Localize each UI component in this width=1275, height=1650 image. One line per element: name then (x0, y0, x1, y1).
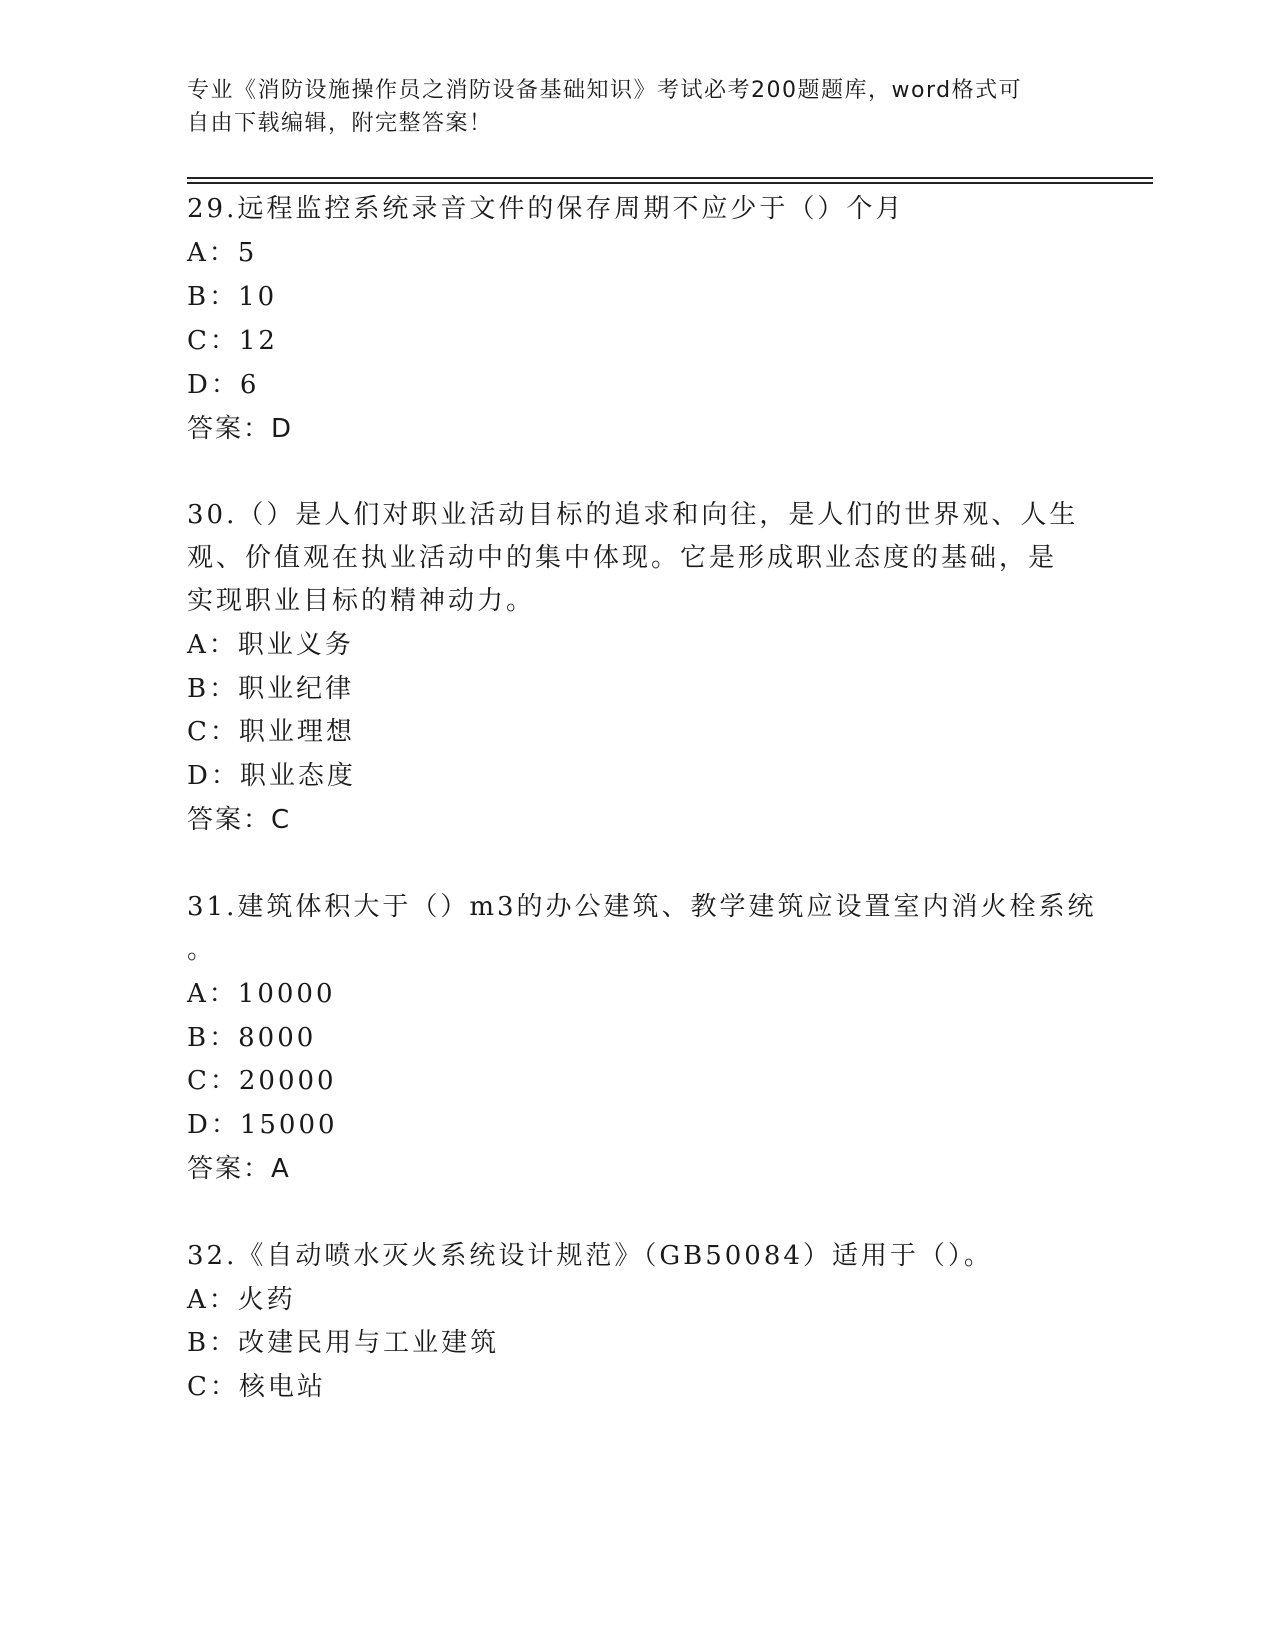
question-31-stem-line-1: 31.建筑体积大于（）m3的办公建筑、教学建筑应设置室内消火栓系统 (187, 892, 1097, 922)
question-29-stem: 29.远程监控系统录音文件的保存周期不应少于（）个月 (187, 194, 905, 224)
header-line-1: 专业《消防设施操作员之消防设备基础知识》考试必考200题题库，word格式可 (187, 78, 1023, 103)
question-32-option-a: A：火药 (187, 1285, 296, 1315)
question-30-stem-line-3: 实现职业目标的精神动力。 (187, 586, 536, 616)
question-30-option-b: B：职业纪律 (187, 674, 355, 704)
question-30-stem-line-2: 观、价值观在执业活动中的集中体现。它是形成职业态度的基础，是 (187, 543, 1058, 573)
header-divider-top (187, 177, 1153, 179)
question-31-option-b: B：8000 (187, 1023, 317, 1053)
question-29-option-d: D：6 (187, 370, 260, 400)
question-30-option-d: D：职业态度 (187, 761, 356, 791)
question-29-option-b: B：10 (187, 282, 278, 312)
question-31-option-a: A：10000 (187, 979, 336, 1009)
question-32-option-c: C：核电站 (187, 1372, 326, 1402)
header-line-2: 自由下载编辑，附完整答案！ (187, 111, 493, 136)
question-29-option-c: C：12 (187, 326, 278, 356)
question-32-stem: 32.《自动喷水灭火系统设计规范》（GB50084）适用于（）。 (187, 1241, 993, 1271)
question-30-option-c: C：职业理想 (187, 717, 355, 747)
document-header (187, 74, 1067, 140)
question-31-option-d: D：15000 (187, 1110, 338, 1140)
question-29-option-a: A：5 (187, 238, 258, 268)
question-30-answer: 答案：C (187, 805, 292, 835)
question-31-stem-line-2: 。 (187, 935, 217, 965)
question-31-option-c: C：20000 (187, 1066, 337, 1096)
question-30-stem-line-1: 30.（）是人们对职业活动目标的追求和向往，是人们的世界观、人生 (187, 500, 1079, 530)
question-30-option-a: A：职业义务 (187, 630, 354, 660)
question-32-option-b: B：改建民用与工业建筑 (187, 1328, 500, 1358)
question-31-answer: 答案：A (187, 1154, 291, 1184)
question-29-answer: 答案：D (187, 414, 294, 444)
header-divider-bottom (187, 182, 1153, 184)
